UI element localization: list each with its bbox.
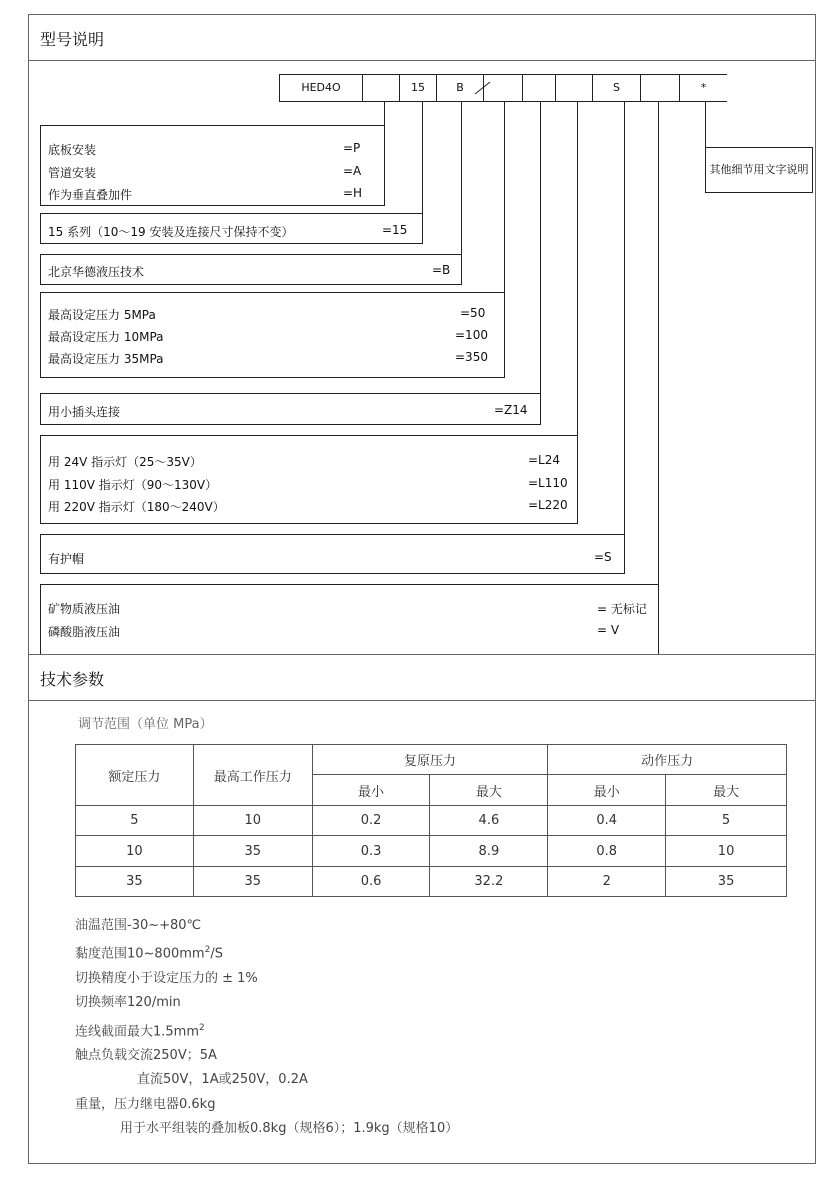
- table-cell: 5: [76, 806, 194, 836]
- pressure-option-value: =350: [455, 350, 488, 364]
- lamp-option-value: =L110: [528, 476, 568, 490]
- cap-label: 有护帽: [48, 552, 85, 566]
- leader-line: [461, 101, 462, 254]
- slash-separator: [472, 80, 494, 96]
- oil-option-value: = V: [597, 623, 620, 637]
- plug-value: =Z14: [494, 403, 528, 417]
- note-wire: [75, 1016, 458, 1045]
- mount-option-label: 管道安装: [48, 166, 97, 180]
- table-header-row: [76, 745, 787, 775]
- tech-params-table: [75, 744, 787, 897]
- table-cell: 35: [76, 867, 194, 897]
- pressure-option-value: =100: [455, 328, 488, 342]
- table-cell: 35: [193, 867, 312, 897]
- series-label: 15 系列（10～19 安装及连接尺寸保持不变）: [48, 225, 294, 239]
- table-row: [76, 836, 787, 867]
- code-cell-1: HED4O: [279, 74, 363, 102]
- oil-option-label: 矿物质液压油: [48, 602, 121, 616]
- table-cell: 0.3: [312, 836, 430, 867]
- table-subtitle: 调节范围（单位 MPa）: [78, 717, 213, 732]
- header-rated-pressure: 额定压力: [76, 745, 194, 806]
- leader-line: [384, 101, 385, 125]
- note-wire-text: 连线截面最大1.5mm: [75, 1023, 200, 1039]
- table-cell: 5: [666, 806, 787, 836]
- maker-label: 北京华德液压技术: [48, 265, 145, 279]
- option-box-oil: [40, 584, 659, 654]
- code-cell-8: S: [592, 74, 641, 102]
- leader-line: [624, 101, 625, 534]
- side-note-box: 其他细节用文字说明: [705, 147, 813, 193]
- plug-label: 用小插头连接: [48, 405, 121, 419]
- oil-option-value: = 无标记: [597, 602, 647, 616]
- note-weight: 重量，压力继电器0.6kg: [75, 1096, 216, 1112]
- code-cell-7: [555, 74, 593, 102]
- lamp-option-value: =L220: [528, 498, 568, 512]
- table-cell: 4.6: [430, 806, 548, 836]
- note-accuracy: 切换精度小于设定压力的 ± 1%: [75, 970, 258, 986]
- table-cell: 10: [666, 836, 787, 867]
- cap-value: =S: [594, 550, 612, 564]
- leader-line: [577, 101, 578, 435]
- code-cell-4: B: [436, 74, 484, 102]
- subheader-max: 最大: [430, 775, 548, 806]
- mount-option-label: 作为垂直叠加件: [48, 188, 133, 202]
- leader-line: [504, 101, 505, 292]
- table-cell: 0.8: [548, 836, 666, 867]
- leader-line: [705, 101, 706, 147]
- mount-option-label: 底板安装: [48, 143, 97, 157]
- note-weight-plate: 用于水平组装的叠加板0.8kg（规格6）；1.9kg（规格10）: [120, 1121, 459, 1137]
- table-cell: 0.4: [548, 806, 666, 836]
- pressure-option-label: 最高设定压力 5MPa: [48, 308, 156, 322]
- subheader-max: 最大: [666, 775, 787, 806]
- series-value: =15: [382, 223, 408, 237]
- divider: [28, 654, 816, 655]
- lamp-option-value: =L24: [528, 453, 561, 467]
- lamp-option-label: 用 220V 指示灯（180～240V）: [48, 500, 225, 514]
- table-cell: 35: [193, 836, 312, 867]
- lamp-option-label: 用 24V 指示灯（25～35V）: [48, 455, 202, 469]
- superscript: 2: [204, 945, 211, 956]
- subheader-min: 最小: [312, 775, 430, 806]
- spec-notes: [75, 914, 458, 1141]
- table-cell: 10: [193, 806, 312, 836]
- header-max-working-pressure: 最高工作压力: [193, 745, 312, 806]
- table-row: [76, 806, 787, 836]
- pressure-option-value: =50: [460, 306, 486, 320]
- pressure-option-label: 最高设定压力 10MPa: [48, 330, 164, 344]
- leader-line: [658, 101, 659, 584]
- mount-option-value: =P: [343, 141, 361, 155]
- note-oil-temp: 油温范围-30~+80℃: [75, 918, 202, 933]
- table-cell: 32.2: [430, 867, 548, 897]
- table-row: [76, 867, 787, 897]
- table-cell: 2: [548, 867, 666, 897]
- subheader-min: 最小: [548, 775, 666, 806]
- header-reset-pressure: 复原压力: [312, 745, 548, 775]
- note-frequency: 切换频率120/min: [75, 995, 181, 1011]
- table-cell: 0.6: [312, 867, 430, 897]
- code-cell-9: [640, 74, 680, 102]
- code-cell-2: [362, 74, 400, 102]
- option-box-cap: [40, 534, 625, 574]
- section-title-model: 型号说明: [40, 30, 105, 49]
- note-contact-dc: 直流50V，1A或250V，0.2A: [137, 1072, 308, 1088]
- code-cell-3: 15: [399, 74, 437, 102]
- table-cell: 10: [76, 836, 194, 867]
- note-viscosity-text: 黏度范围10~800mm: [75, 946, 205, 962]
- mount-option-value: =A: [343, 164, 362, 178]
- pressure-option-label: 最高设定压力 35MPa: [48, 352, 164, 366]
- code-cell-10: *: [679, 74, 727, 102]
- note-viscosity-unit: /S: [210, 946, 223, 962]
- table-cell: 35: [666, 867, 787, 897]
- divider: [28, 60, 816, 61]
- table-cell: 0.2: [312, 806, 430, 836]
- header-action-pressure: 动作压力: [548, 745, 787, 775]
- mount-option-value: =H: [343, 186, 363, 200]
- leader-line: [422, 101, 423, 213]
- maker-value: =B: [432, 263, 451, 277]
- table-cell: 8.9: [430, 836, 548, 867]
- note-contact-ac: 触点负载交流250V；5A: [75, 1048, 217, 1064]
- section-title-tech: 技术参数: [40, 670, 105, 689]
- divider: [28, 700, 816, 701]
- code-cell-6: [522, 74, 556, 102]
- leader-line: [540, 101, 541, 393]
- oil-option-label: 磷酸脂液压油: [48, 625, 121, 639]
- note-viscosity: [75, 938, 458, 967]
- superscript: 2: [199, 1022, 205, 1033]
- lamp-option-label: 用 110V 指示灯（90～130V）: [48, 478, 218, 492]
